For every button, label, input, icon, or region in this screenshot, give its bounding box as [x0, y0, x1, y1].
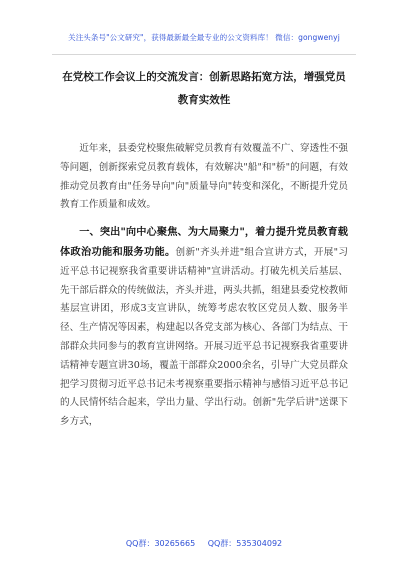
document-body [60, 140, 348, 432]
footer-qq-group-1: QQ群：30265665 [125, 539, 196, 548]
section-1-text: 创新"齐头并进"组合宣讲方式，开展"习近平总书记视察我省重要讲话精神"宣讲活动。打破先机关后基层、先干部后群众的传统做法，齐头并进，两头共抓，组建县委党校教师基层宣讲团，形成3支宣讲队，统筹考虑农牧区党员人数、服务半径、生产情况等因素，构建起以各党支部为核心、各部门为结点、干部群众共同参与的教育宣讲网络。开展习近平总书记视察我省重要讲话精神专题宣讲30场，覆盖干部群众2000余名，引导广大党员群众把学习贯彻习近平总书记未考视察重要指示精神与感悟习近平总书记的人民情怀结合起来，学出力量、学出行动。创新"先学后讲"送课下乡方式， [60, 246, 348, 428]
header-divider [52, 54, 356, 55]
intro-paragraph: 近年来，县委党校聚焦破解党员教育有效覆盖不广、穿透性不强等问题，创新探索党员教育载体，有效解决"船"和"桥"的问题，有效推动党员教育由"任务导向"向"质量导向"转变和深化，不断提升党员教育工作质量和成效。 [60, 143, 348, 211]
footer-qq-group-2: QQ群：535304092 [207, 539, 283, 548]
header-banner: 关注头条号"公文研究"，获得最新最全最专业的公文资料库！ 微信：gongwenyj [68, 33, 340, 42]
section-1-paragraph [60, 223, 348, 432]
document-title: 在党校工作会议上的交流发言：创新思路拓宽方法，增强党员教育实效性 [62, 71, 346, 106]
footer [0, 538, 408, 549]
section-1-heading: 一、突出"向中心聚焦、为大局聚力"，着力提升党员教育载体政治功能和服务功能。 [60, 226, 348, 258]
